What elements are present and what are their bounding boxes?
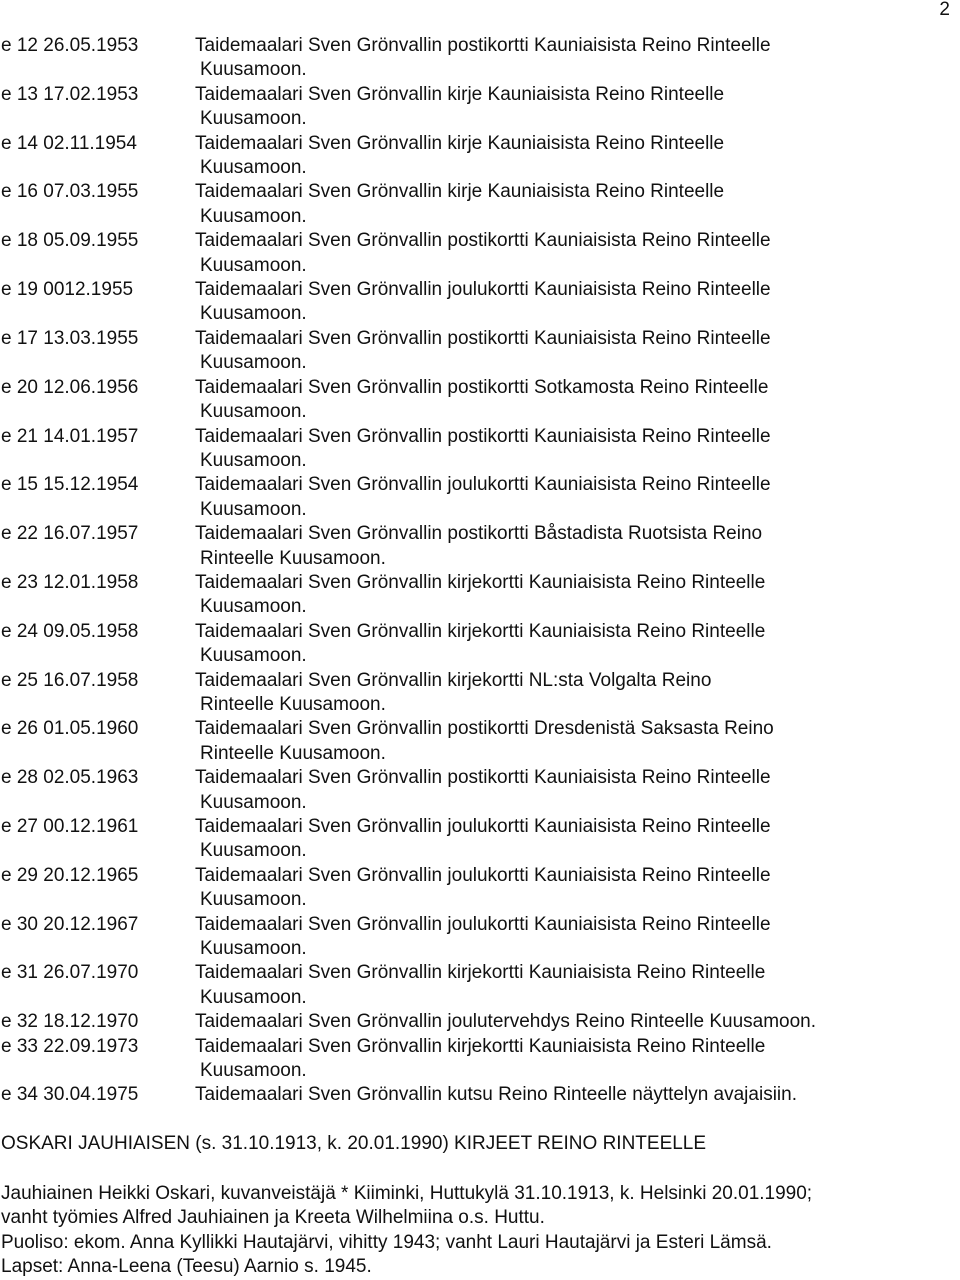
entry-description: Taidemaalari Sven Grönvallin postikortti Dresdenistä Saksasta Reino Rinteelle Kuusamoon. xyxy=(195,718,774,764)
entry-code: e 34 30.04.1975 xyxy=(1,1084,139,1106)
entry-code: e 27 00.12.1961 xyxy=(1,816,139,837)
entry-code: e 19 0012.1955 xyxy=(1,279,134,301)
list-item xyxy=(0,376,960,425)
entry-code: e 33 22.09.1973 xyxy=(1,1035,139,1057)
entry-description: Taidemaalari Sven Grönvallin joulukortti Kauniaisista Reino Rinteelle Kuusamoon. xyxy=(195,816,771,862)
entry-description: Taidemaalari Sven Grönvallin kirje Kauniaisista Reino Rinteelle Kuusamoon. xyxy=(195,132,725,179)
entry-description: Taidemaalari Sven Grönvallin kirjekortti NL:sta Volgalta Reino Rinteelle Kuusamoon. xyxy=(195,669,712,715)
list-item xyxy=(0,34,960,83)
entry-description: Taidemaalari Sven Grönvallin postikortti Kauniaisista Reino Rinteelle Kuusamoon. xyxy=(195,230,771,276)
entry-code: e 14 02.11.1954 xyxy=(1,132,137,154)
entry-description: Taidemaalari Sven Grönvallin kirjekortti Kauniaisista Reino Rinteelle Kuusamoon. xyxy=(195,571,766,618)
list-item xyxy=(0,522,960,571)
entry-code: e 25 16.07.1958 xyxy=(1,669,139,691)
entry-code: e 24 09.05.1958 xyxy=(1,620,139,642)
list-item xyxy=(0,571,960,620)
bio-line: Jauhiainen Heikki Oskari, kuvanveistäjä * Kiiminki, Huttukylä 31.10.1913, k. Helsinki 20.01.1990; xyxy=(1,1183,813,1204)
list-item xyxy=(0,864,960,913)
entry-code: e 31 26.07.1970 xyxy=(1,962,139,984)
entry-description: Taidemaalari Sven Grönvallin kirjekortti Kauniaisista Reino Rinteelle Kuusamoon. xyxy=(195,1035,766,1082)
list-item xyxy=(0,717,960,766)
entry-code: e 18 05.09.1955 xyxy=(1,230,139,252)
entry-code: e 29 20.12.1965 xyxy=(1,864,139,886)
list-item xyxy=(0,1010,960,1034)
entry-description: Taidemaalari Sven Grönvallin joulukortti Kauniaisista Reino Rinteelle Kuusamoon. xyxy=(195,864,771,911)
entry-code: e 30 20.12.1967 xyxy=(1,913,139,935)
entry-description: Taidemaalari Sven Grönvallin joulukortti Kauniaisista Reino Rinteelle Kuusamoon. xyxy=(195,474,771,520)
list-item xyxy=(0,83,960,132)
bio-line: Puoliso: ekom. Anna Kyllikki Hautajärvi, vihitty 1943; vanht Lauri Hautajärvi ja Esteri Lämsä. xyxy=(1,1231,772,1253)
entry-description: Taidemaalari Sven Grönvallin postikortti Båstadista Ruotsista Reino Rinteelle Kuusamoon. xyxy=(195,523,763,569)
entry-code: e 28 02.05.1963 xyxy=(1,767,139,789)
entry-description: Taidemaalari Sven Grönvallin kirje Kauniaisista Reino Rinteelle Kuusamoon. xyxy=(195,83,725,130)
list-item xyxy=(0,425,960,474)
entry-code: e 32 18.12.1970 xyxy=(1,1011,139,1033)
list-item xyxy=(0,961,960,1010)
list-item xyxy=(0,913,960,962)
list-item xyxy=(0,815,960,864)
list-item xyxy=(0,766,960,815)
entry-description: Taidemaalari Sven Grönvallin postikortti Kauniaisista Reino Rinteelle Kuusamoon. xyxy=(195,767,771,813)
list-item xyxy=(0,327,960,376)
entry-code: e 15 15.12.1954 xyxy=(1,474,139,496)
entry-description: Taidemaalari Sven Grönvallin joulutervehdys Reino Rinteelle Kuusamoon. xyxy=(195,1011,817,1033)
entry-description: Taidemaalari Sven Grönvallin postikortti Kauniaisista Reino Rinteelle Kuusamoon. xyxy=(195,327,771,374)
list-item xyxy=(0,669,960,718)
entry-code: e 20 12.06.1956 xyxy=(1,376,139,398)
entry-description: Taidemaalari Sven Grönvallin joulukortti Kauniaisista Reino Rinteelle Kuusamoon. xyxy=(195,279,771,325)
page-number: 2 xyxy=(939,0,950,20)
list-item xyxy=(0,1083,960,1107)
entry-code: e 22 16.07.1957 xyxy=(1,523,139,545)
archive-entry-list xyxy=(0,34,960,1108)
list-item xyxy=(0,473,960,522)
list-item xyxy=(0,180,960,229)
list-item xyxy=(0,278,960,327)
entry-code: e 17 13.03.1955 xyxy=(1,327,139,349)
entry-description: Taidemaalari Sven Grönvallin postikortti Kauniaisista Reino Rinteelle Kuusamoon. xyxy=(195,425,771,471)
entry-code: e 21 14.01.1957 xyxy=(1,425,139,447)
list-item xyxy=(0,229,960,278)
bio-line: Lapset: Anna-Leena (Teesu) Aarnio s. 1945. xyxy=(1,1256,372,1278)
section-heading: OSKARI JAUHIAISEN (s. 31.10.1913, k. 20.01.1990) KIRJEET REINO RINTEELLE xyxy=(1,1133,707,1154)
entry-code: e 13 17.02.1953 xyxy=(1,83,139,105)
list-item xyxy=(0,1035,960,1084)
entry-code: e 16 07.03.1955 xyxy=(1,181,139,203)
list-item xyxy=(0,132,960,181)
biography xyxy=(1,1182,951,1280)
entry-description: Taidemaalari Sven Grönvallin kirjekortti Kauniaisista Reino Rinteelle Kuusamoon. xyxy=(195,620,766,667)
bio-line: vanht työmies Alfred Jauhiainen ja Kreeta Wilhelmiina o.s. Huttu. xyxy=(1,1207,545,1229)
entry-code: e 12 26.05.1953 xyxy=(1,35,139,56)
entry-description: Taidemaalari Sven Grönvallin joulukortti Kauniaisista Reino Rinteelle Kuusamoon. xyxy=(195,913,771,960)
entry-description: Taidemaalari Sven Grönvallin kirje Kauniaisista Reino Rinteelle Kuusamoon. xyxy=(195,181,725,227)
entry-description: Taidemaalari Sven Grönvallin postikortti Sotkamosta Reino Rinteelle Kuusamoon. xyxy=(195,376,769,423)
list-item xyxy=(0,620,960,669)
entry-code: e 23 12.01.1958 xyxy=(1,571,139,593)
entry-description: Taidemaalari Sven Grönvallin kirjekortti Kauniaisista Reino Rinteelle Kuusamoon. xyxy=(195,962,766,1008)
entry-code: e 26 01.05.1960 xyxy=(1,718,139,740)
entry-description: Taidemaalari Sven Grönvallin kutsu Reino Rinteelle näyttelyn avajaisiin. xyxy=(195,1084,797,1106)
entry-description: Taidemaalari Sven Grönvallin postikortti Kauniaisista Reino Rinteelle Kuusamoon. xyxy=(195,35,771,81)
